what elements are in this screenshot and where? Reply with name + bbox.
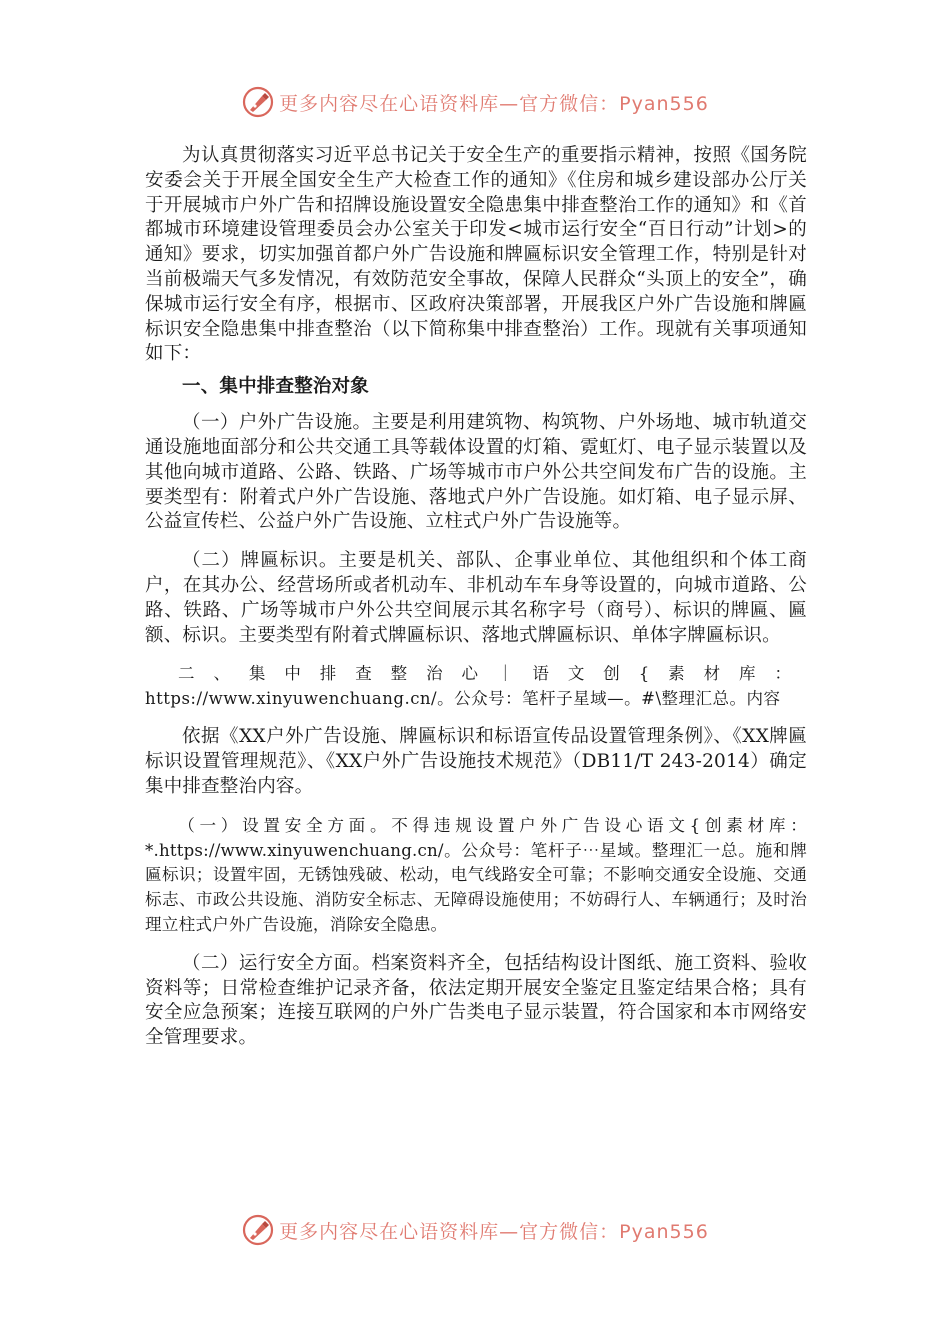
section1-item1: （一）户外广告设施。主要是利用建筑物、构筑物、户外场地、城市轨道交通设施地面部分和公共交通工具等载体设置的灯箱、霓虹灯、电子显示装置以及其他向城市道路、公路、铁路、广场等城市市户外公共空间发布广告的设施。主要类型有：附着式户外广告设施、落地式户外广告设施。如灯箱、电子显示屏、公益宣传栏、公益户外广告设施、立柱式户外广告设施等。: [145, 412, 807, 533]
section2-title-line: [145, 662, 807, 711]
section2-item1: （一）设置安全方面。不得违规设置户外广告设心语文{创素材库：*.https://www.xinyuwenchuang.cn/。公众号：笔杆子⋯星域。整理汇一总。施和牌匾标识；设置牢固，无锈蚀残破、松动，电气线路安全可靠；不影响交通安全设施、交通标志、市政公共设施、消防安全标志、无障碍设施使用；不妨碍行人、车辆通行；及时治理立柱式户外广告设施，消除安全隐患。: [145, 815, 807, 934]
section2-title-tail: https://www.xinyuwenchuang.cn/。公众号：笔杆子星域—。#\整理汇总。内容: [145, 688, 781, 708]
section1-item2: （二）牌匾标识。主要是机关、部队、企事业单位、其他组织和个体工商户，在其办公、经营场所或者机动车、非机动车车身等设置的，向城市道路、公路、铁路、广场等城市户外公共空间展示其名称字号（商号）、标识的牌匾、匾额、标识。主要类型有附着式牌匾标识、落地式牌匾标识、单体字牌匾标识。: [145, 550, 807, 646]
section2-title-part: 二、集中排查整治心｜语文创{素材库：: [178, 664, 807, 684]
watermark-text: 更多内容尽在心语资料库—官方微信：Pyan556: [279, 92, 709, 115]
document-body: [145, 144, 807, 1051]
section2-item2: （二）运行安全方面。档案资料齐全，包括结构设计图纸、施工资料、验收资料等；日常检查维护记录齐备，依法定期开展安全鉴定且鉴定结果合格；具有安全应急预案；连接互联网的户外广告类电子显示装置，符合国家和本市网络安全管理要求。: [145, 952, 807, 1049]
pen-nib-circle-icon: [241, 1213, 275, 1247]
section2-intro: 依据《XX户外广告设施、牌匾标识和标语宣传品设置管理条例》、《XX牌匾标识设置管理规范》、《XX户外广告设施技术规范》（DB11/T 243-2014）确定集中排查整治内容。: [145, 726, 807, 797]
intro-paragraph: 为认真贯彻落实习近平总书记关于安全生产的重要指示精神，按照《国务院安委会关于开展全国安全生产大检查工作的通知》《住房和城乡建设部办公厅关于开展城市户外广告和招牌设施设置安全隐患集中排查整治工作的通知》和《首都城市环境建设管理委员会办公室关于印发<城市运行安全“百日行动”计划>的通知》要求，切实加强首都户外广告设施和牌匾标识安全管理工作，特别是针对当前极端天气多发情况，有效防范安全事故，保障人民群众“头顶上的安全”，确保城市运行安全有序，根据市、区政府决策部署，开展我区户外广告设施和牌匾标识安全隐患集中排查整治（以下简称集中排查整治）工作。现就有关事项通知如下：: [145, 145, 807, 365]
watermark-banner-top: [0, 82, 950, 122]
watermark-text: 更多内容尽在心语资料库—官方微信：Pyan556: [279, 1220, 709, 1243]
pen-nib-circle-icon: [241, 85, 275, 119]
watermark-banner-bottom: [0, 1210, 950, 1250]
section1-title: 一、集中排查整治对象: [182, 376, 370, 398]
